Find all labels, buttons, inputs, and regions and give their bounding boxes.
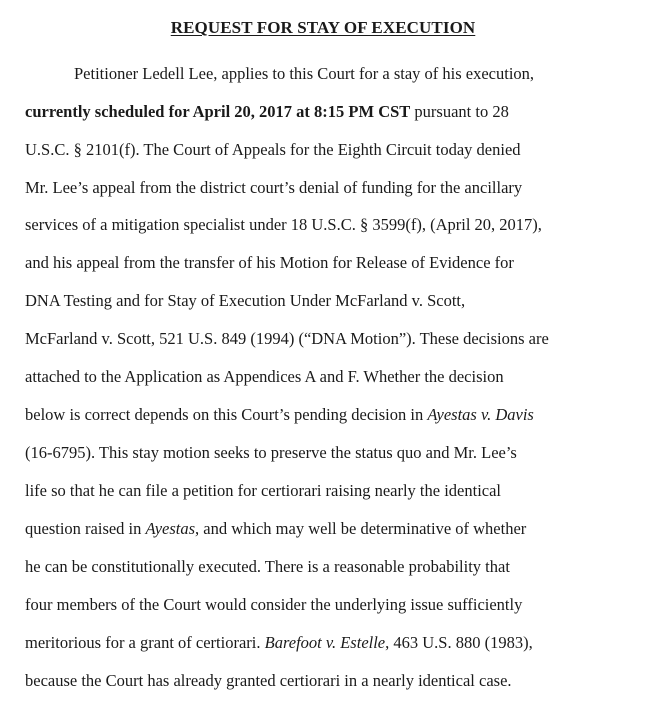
- body-line-4: Mr. Lee’s appeal from the district court’s denial of funding for the ancillary: [25, 178, 523, 197]
- body-line-12: life so that he can file a petition for certiorari raising nearly the identical: [25, 481, 502, 500]
- body-line-11: (16-6795). This stay motion seeks to preserve the status quo and Mr. Lee’s: [25, 443, 517, 462]
- body-line-14: he can be constitutionally executed. There is a reasonable probability that: [25, 557, 510, 576]
- execution-date-emphasis: currently scheduled for April 20, 2017 at 8:15 PM CST: [25, 102, 411, 121]
- document-title: REQUEST FOR STAY OF EXECUTION: [170, 18, 476, 37]
- body-line-1: Petitioner Ledell Lee, applies to this Court for a stay of his execution,: [74, 64, 535, 83]
- body-line-13-after: , and which may well be determinative of whether: [195, 519, 527, 538]
- body-line-17: because the Court has already granted certiorari in a nearly identical case.: [25, 671, 512, 690]
- body-line-6: and his appeal from the transfer of his Motion for Release of Evidence for: [25, 253, 514, 272]
- body-line-16-after: , 463 U.S. 880 (1983),: [385, 633, 533, 652]
- body-line-3: U.S.C. § 2101(f). The Court of Appeals for the Eighth Circuit today denied: [25, 140, 521, 159]
- case-citation-ayestas-short: Ayestas: [145, 519, 196, 538]
- body-line-8: McFarland v. Scott, 521 U.S. 849 (1994) (“DNA Motion”). These decisions are: [25, 329, 549, 348]
- body-line-5: services of a mitigation specialist under 18 U.S.C. § 3599(f), (April 20, 2017),: [25, 215, 542, 234]
- body-line-2-rest: pursuant to 28: [410, 102, 509, 121]
- body-line-13: [25, 519, 526, 539]
- body-line-2: [25, 102, 509, 122]
- body-line-10: [25, 405, 534, 425]
- body-line-7: DNA Testing and for Stay of Execution Under McFarland v. Scott,: [25, 291, 466, 310]
- body-line-9: attached to the Application as Appendices A and F. Whether the decision: [25, 367, 504, 386]
- body-line-16-before: meritorious for a grant of certiorari.: [25, 633, 265, 652]
- case-citation-barefoot: Barefoot v. Estelle: [264, 633, 386, 652]
- body-line-16: [25, 633, 533, 653]
- body-line-10-text: below is correct depends on this Court’s pending decision in: [25, 405, 428, 424]
- body-line-15: four members of the Court would consider the underlying issue sufficiently: [25, 595, 523, 614]
- body-line-13-before: question raised in: [25, 519, 146, 538]
- case-citation-ayestas: Ayestas v. Davis: [427, 405, 534, 424]
